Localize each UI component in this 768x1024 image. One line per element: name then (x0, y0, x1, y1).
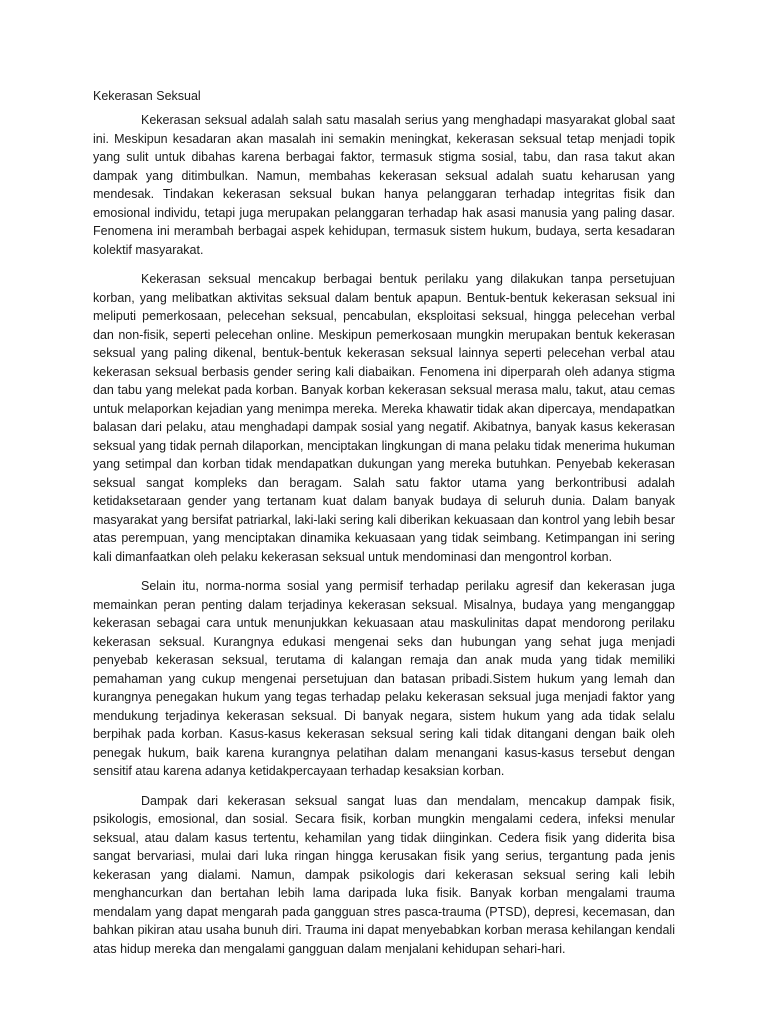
document-title: Kekerasan Seksual (93, 89, 201, 103)
paragraph-3: Selain itu, norma-norma sosial yang permisif terhadap perilaku agresif dan kekerasan juga memainkan peran penting dalam terjadinya kekerasan seksual. Misalnya, budaya yang menganggap kekerasan sebagai cara untuk menunjukkan kekuasaan atau maskulinitas dapat mendorong perilaku kekerasan seksual. Kurangnya edukasi mengenai seks dan hubungan yang sehat juga menjadi penyebab kekerasan seksual, terutama di kalangan remaja dan anak muda yang tidak memiliki pemahaman yang cukup mengenai persetujuan dan batasan pribadi.Sistem hukum yang lemah dan kurangnya penegakan hukum yang tegas terhadap pelaku kekerasan seksual juga menjadi faktor yang mendukung terjadinya kekerasan seksual. Di banyak negara, sistem hukum yang ada tidak selalu berpihak pada korban. Kasus-kasus kekerasan seksual sering kali tidak ditangani dengan baik oleh penegak hukum, baik karena kurangnya pelatihan dalam menangani kasus-kasus tersebut dengan sensitif atau karena adanya ketidakpercayaan terhadap kesaksian korban. (93, 579, 675, 778)
paragraph-1: Kekerasan seksual adalah salah satu masalah serius yang menghadapi masyarakat global saat ini. Meskipun kesadaran akan masalah ini semakin meningkat, kekerasan seksual tetap menjadi topik yang sulit untuk dibahas karena berbagai faktor, termasuk stigma sosial, tabu, dan rasa takut akan dampak yang ditimbulkan. Namun, membahas kekerasan seksual adalah suatu keharusan yang mendesak. Tindakan kekerasan seksual bukan hanya pelanggaran terhadap integritas fisik dan emosional individu, tetapi juga merupakan pelanggaran terhadap hak asasi manusia yang paling dasar. Fenomena ini merambah berbagai aspek kehidupan, termasuk sistem hukum, budaya, serta kesadaran kolektif masyarakat. (93, 113, 675, 257)
paragraph-4: Dampak dari kekerasan seksual sangat luas dan mendalam, mencakup dampak fisik, psikologis, emosional, dan sosial. Secara fisik, korban mungkin mengalami cedera, infeksi menular seksual, atau dalam kasus tertentu, kehamilan yang tidak diinginkan. Cedera fisik yang diderita bisa sangat bervariasi, mulai dari luka ringan hingga kerusakan fisik yang serius, tergantung pada jenis kekerasan yang dialami. Namun, dampak psikologis dari kekerasan seksual sering kali lebih menghancurkan dan bertahan lebih lama daripada luka fisik. Banyak korban mengalami trauma mendalam yang dapat mengarah pada gangguan stres pasca-trauma (PTSD), depresi, kecemasan, dan bahkan pikiran atau usaha bunuh diri. Trauma ini dapat menyebabkan korban merasa kehilangan kendali atas hidup mereka dan mengalami gangguan dalam menjalani kehidupan sehari-hari. (93, 793, 675, 956)
paragraph-2: Kekerasan seksual mencakup berbagai bentuk perilaku yang dilakukan tanpa persetujuan korban, yang melibatkan aktivitas seksual dalam bentuk apapun. Bentuk-bentuk kekerasan seksual ini meliputi pemerkosaan, pelecehan seksual, pencabulan, eksploitasi seksual, hingga pelecehan verbal dan non-fisik, seperti pelecehan online. Meskipun pemerkosaan mungkin merupakan bentuk kekerasan seksual yang paling dikenal, bentuk-bentuk kekerasan seksual lainnya seperti pelecehan verbal atau kekerasan seksual berbasis gender sering kali diabaikan. Fenomena ini diperparah oleh adanya stigma dan tabu yang melekat pada korban. Banyak korban kekerasan seksual merasa malu, takut, atau cemas untuk melaporkan kejadian yang menimpa mereka. Mereka khawatir tidak akan dipercaya, mendapatkan balasan dari pelaku, atau menghadapi dampak sosial yang negatif. Akibatnya, banyak kasus kekerasan seksual yang tidak pernah dilaporkan, menciptakan lingkungan di mana pelaku tidak menerima hukuman yang setimpal dan korban tidak mendapatkan dukungan yang mereka butuhkan. Penyebab kekerasan seksual sangat kompleks dan beragam. Salah satu faktor utama yang berkontribusi adalah ketidaksetaraan gender yang tertanam kuat dalam banyak budaya di seluruh dunia. Dalam banyak masyarakat yang bersifat patriarkal, laki-laki sering kali diberikan kekuasaan dan kontrol yang lebih besar atas perempuan, yang menciptakan dinamika kekuasaan yang tidak seimbang. Ketimpangan ini sering kali dimanfaatkan oleh pelaku kekerasan seksual untuk mendominasi dan mengontrol korban. (93, 272, 675, 564)
